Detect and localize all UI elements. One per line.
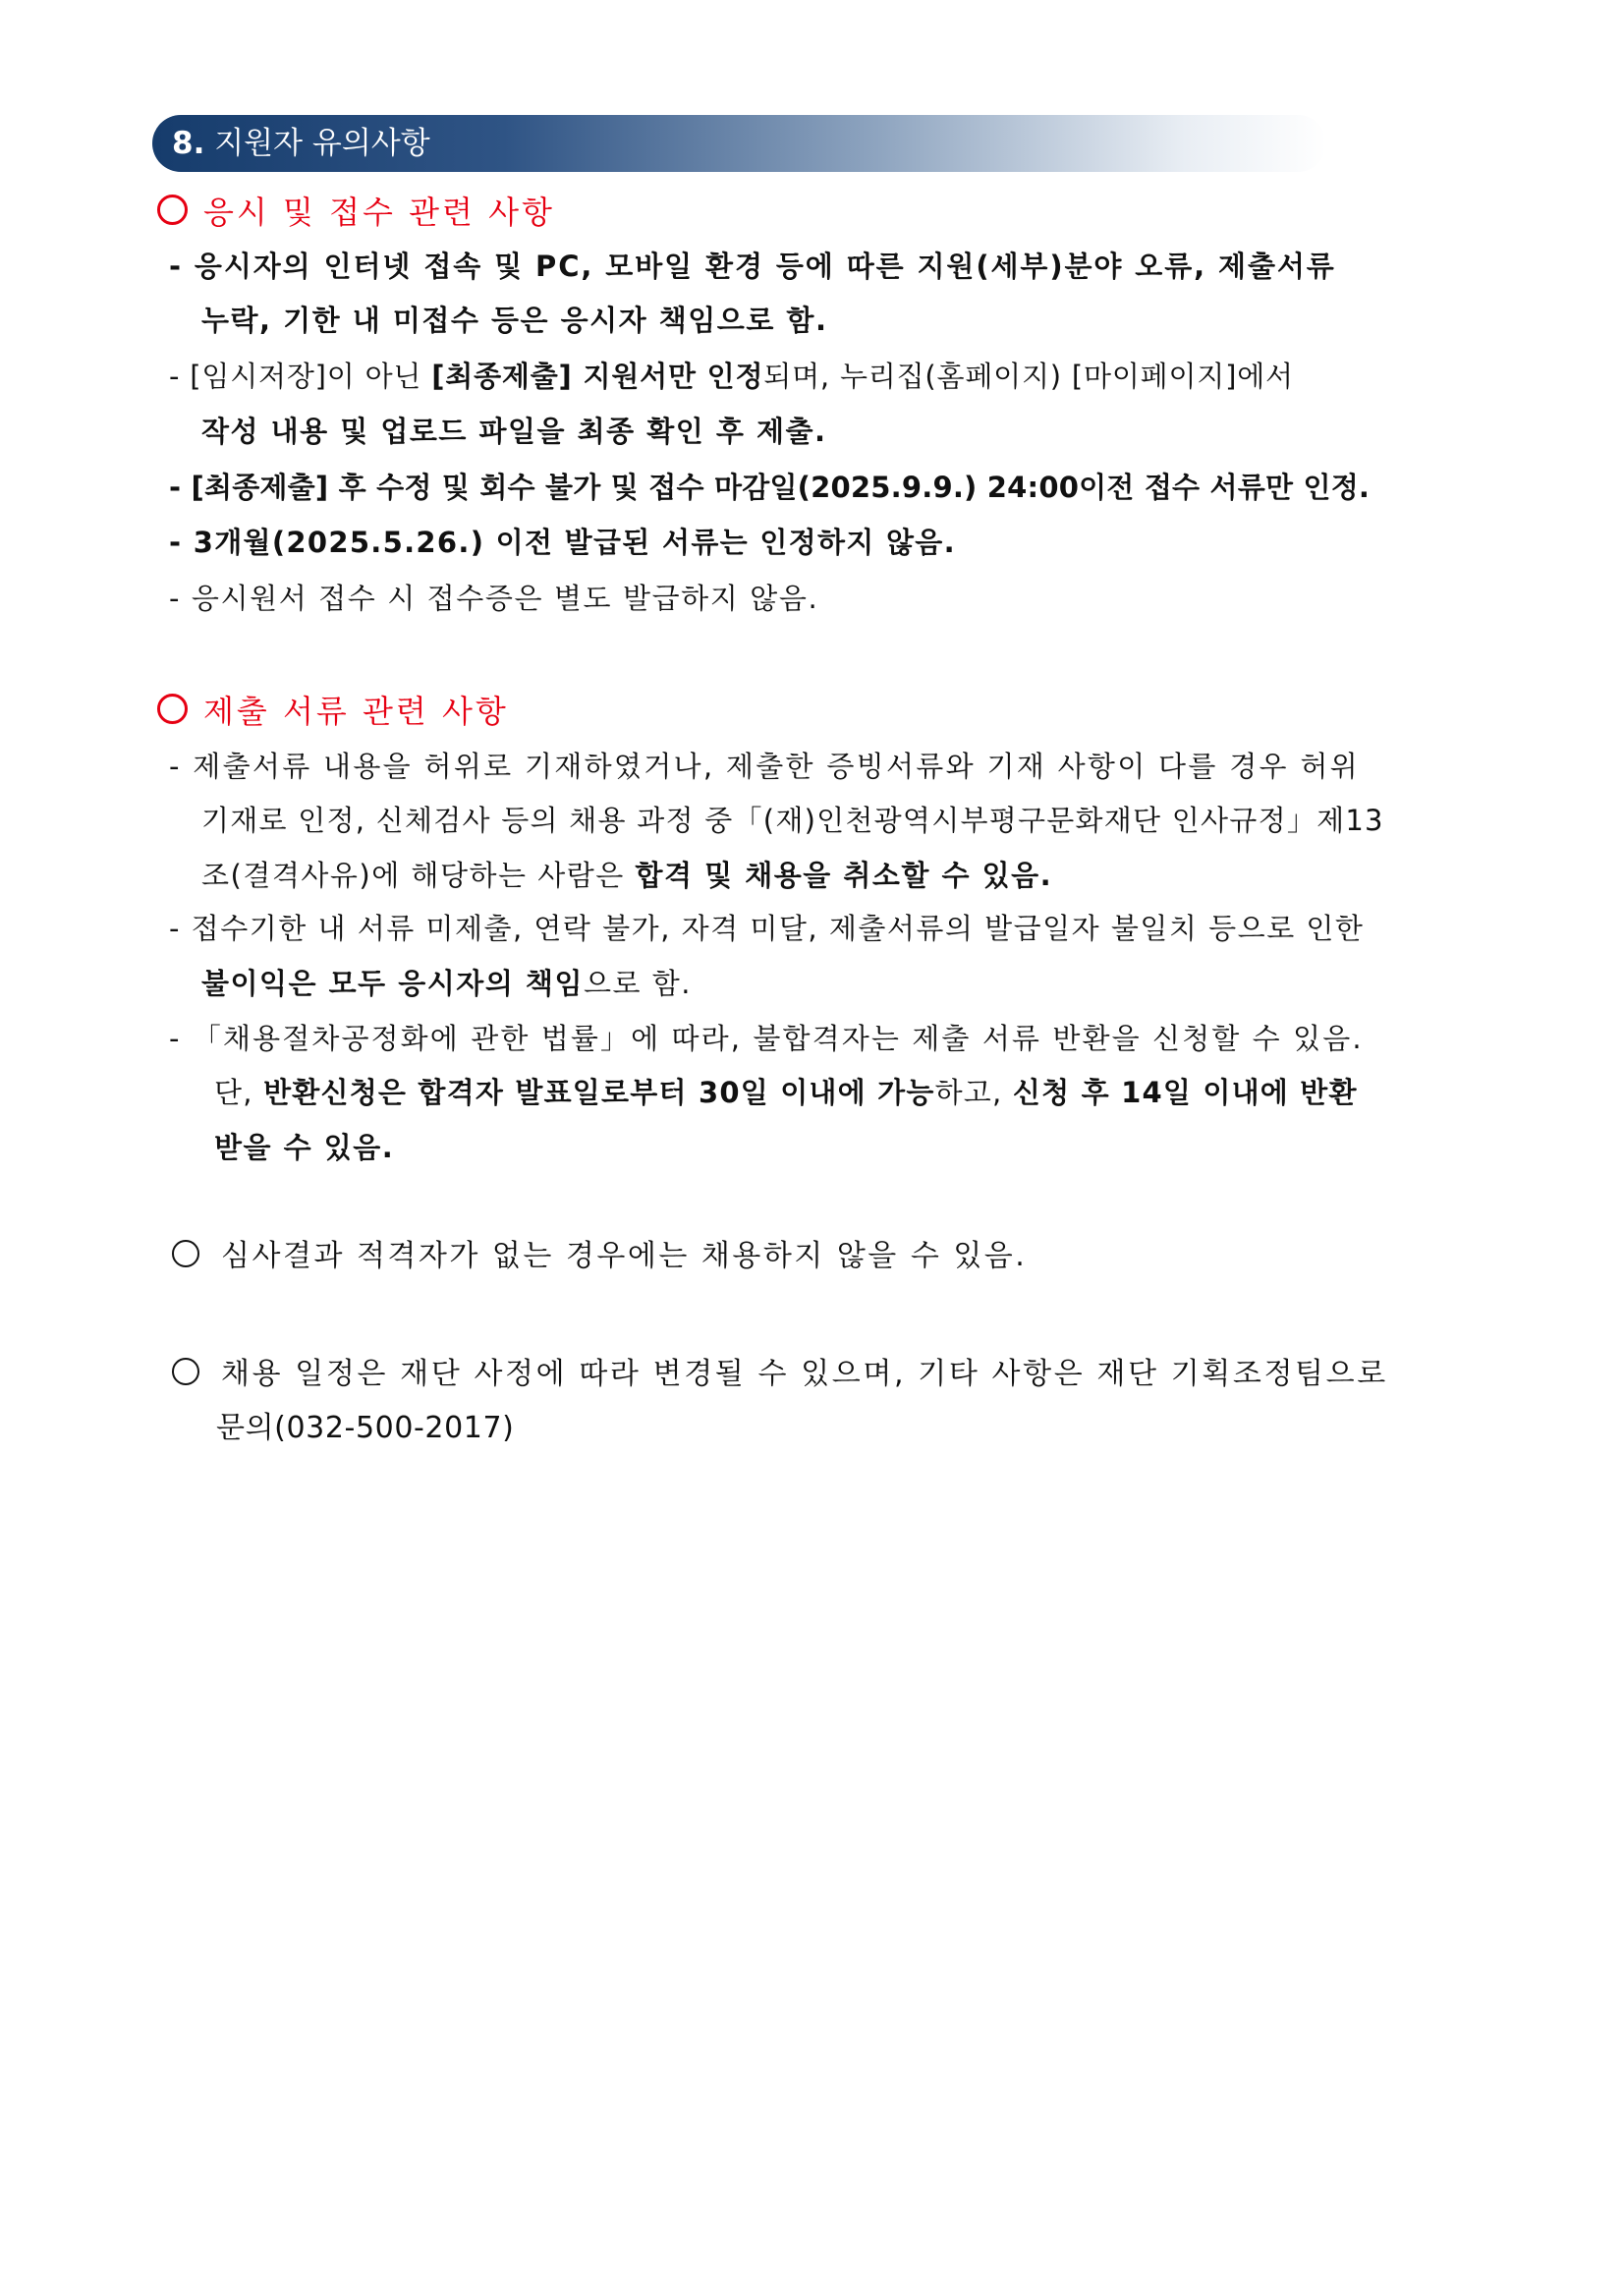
list-item-text: - [임시저장]이 아닌 (169, 360, 432, 393)
list-item-emphasis: [최종제출] 지원서만 인정 (431, 360, 764, 393)
circle-bullet-icon (172, 1358, 199, 1385)
list-item-line (169, 357, 1294, 396)
red-circle-icon (157, 694, 188, 724)
list-item-line: - 응시자의 인터넷 접속 및 PC, 모바일 환경 등에 따른 지원(세부)분야 오류, 제출서류 (169, 250, 1336, 283)
subsection-heading-application (157, 188, 555, 233)
list-item-line: - 응시원서 접수 시 접수증은 별도 발급하지 않음. (169, 582, 819, 615)
section-header-title (172, 115, 430, 172)
list-item-line: 기재로 인정, 신체검사 등의 채용 과정 중「(재)인천광역시부평구문화재단 인사규정」제13 (201, 804, 1384, 837)
list-item-text: 되며, 누리집(홈페이지) [마이페이지]에서 (763, 360, 1294, 393)
list-item-line (201, 856, 1052, 895)
list-item-text: 하고, (934, 1076, 1013, 1109)
list-item-emphasis: 반환신청은 합격자 발표일로부터 30일 이내에 가능 (263, 1076, 935, 1109)
list-item-line: 받을 수 있음. (214, 1131, 395, 1164)
list-item-text: 으로 함. (583, 967, 692, 1000)
section-header-bar (152, 115, 1326, 172)
note-no-qualified (172, 1235, 1027, 1278)
list-item-emphasis: 불이익은 모두 응시자의 책임 (201, 967, 584, 1000)
section-number: 8. (172, 126, 205, 161)
circle-bullet-icon (172, 1240, 199, 1267)
list-item-line: 작성 내용 및 업로드 파일을 최종 확인 후 제출. (201, 415, 827, 448)
subsection-heading-text: 응시 및 접수 관련 사항 (203, 194, 555, 231)
list-item-text: 조(결격사유)에 해당하는 사람은 (201, 859, 636, 892)
list-item-line: - 제출서류 내용을 허위로 기재하였거나, 제출한 증빙서류와 기재 사항이 다를 경우 허위 (169, 750, 1360, 783)
list-item-line: - 「채용절차공정화에 관한 법률」에 따라, 불합격자는 제출 서류 반환을 신청할 수 있음. (169, 1022, 1364, 1055)
list-item-line: - [최종제출] 후 수정 및 회수 불가 및 접수 마감일(2025.9.9.) 24:00이전 접수 서류만 인정. (169, 471, 1371, 504)
section-title: 지원자 유의사항 (214, 126, 430, 161)
note-schedule (172, 1353, 1388, 1396)
list-item-line: - 3개월(2025.5.26.) 이전 발급된 서류는 인정하지 않음. (169, 526, 956, 559)
list-item-line (201, 964, 692, 1003)
subsection-heading-documents (157, 687, 509, 732)
note-text: 채용 일정은 재단 사정에 따라 변경될 수 있으며, 기타 사항은 재단 기획조정팀으로 (221, 1357, 1388, 1391)
list-item-line: 누락, 기한 내 미접수 등은 응시자 책임으로 함. (201, 304, 828, 337)
note-contact: 문의(032-500-2017) (216, 1411, 515, 1445)
list-item-emphasis: 합격 및 채용을 취소할 수 있음. (635, 859, 1053, 892)
note-text: 심사결과 적격자가 없는 경우에는 채용하지 않을 수 있음. (221, 1239, 1028, 1273)
list-item-line: - 접수기한 내 서류 미제출, 연락 불가, 자격 미달, 제출서류의 발급일자 불일치 등으로 인한 (169, 912, 1365, 945)
list-item-emphasis: 신청 후 14일 이내에 반환 (1012, 1076, 1358, 1109)
list-item-text: 단, (214, 1076, 264, 1109)
red-circle-icon (157, 195, 188, 225)
subsection-heading-text: 제출 서류 관련 사항 (203, 693, 509, 730)
list-item-line (214, 1073, 1358, 1112)
